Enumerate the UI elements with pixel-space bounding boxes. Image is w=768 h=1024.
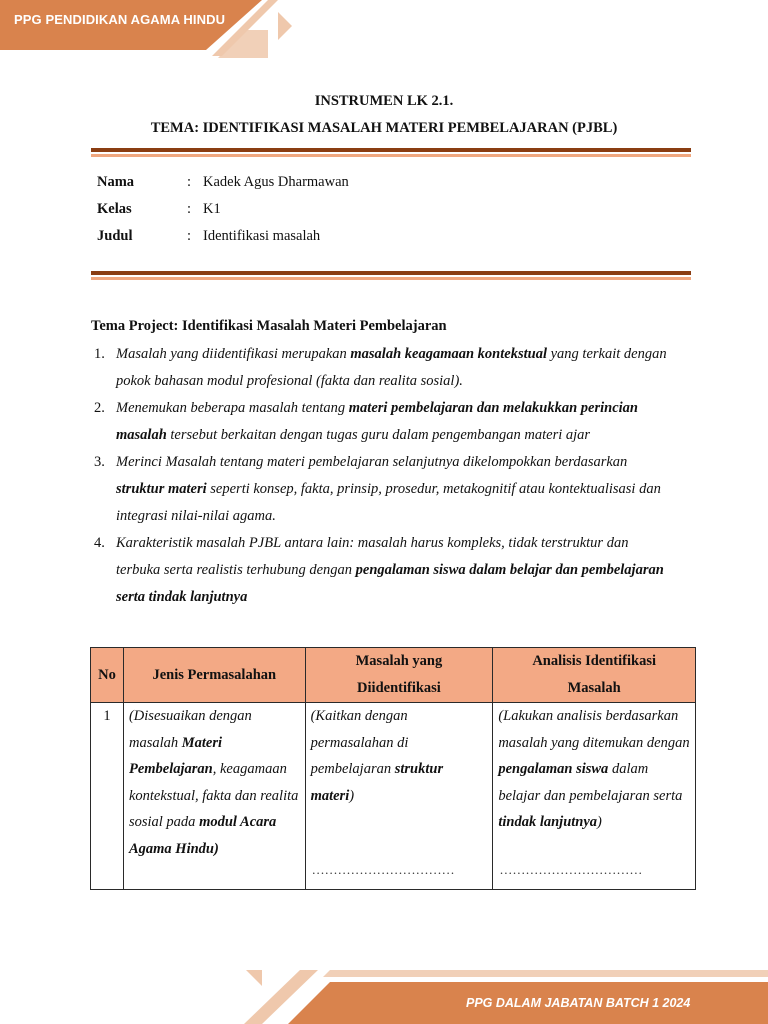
cell-analisis-emphasis: tindak lanjutnya	[498, 814, 598, 830]
cell-analisis-text: )	[597, 814, 602, 830]
divider	[91, 277, 691, 280]
cell-analisis-text: (Lakukan analisis berdasarkan masalah yang ditemukan dengan	[498, 708, 690, 751]
list-item-text: Karakteristik masalah PJBL antara lain: masalah harus kompleks, tidak terstruktur dan terbuka serta realistis terhubung dengan	[116, 535, 629, 578]
list-number: 1.	[94, 346, 105, 362]
list-item-text: tersebut berkaitan dengan tugas guru dalam pengembangan materi ajar	[166, 427, 591, 443]
list-item-emphasis: pengalaman siswa dalam belajar dan pembelajaran serta tindak lanjutnya	[116, 562, 664, 605]
cell-jenis	[123, 703, 305, 890]
list-item-text: Menemukan beberapa masalah tentang	[116, 400, 349, 416]
footer-banner	[0, 965, 768, 1024]
footer-arrow	[246, 970, 262, 986]
cell-no: 1	[91, 703, 124, 890]
list-item-text: Merinci Masalah tentang materi pembelajaran selanjutnya dikelompokkan berdasarkan	[116, 454, 628, 470]
cell-jenis-text: , keagamaan kontekstual, fakta dan realita sosial pada	[128, 761, 299, 830]
info-sep: :	[187, 174, 192, 190]
list-item-emphasis: struktur materi	[116, 481, 207, 497]
col-header-analisis: Analisis Identifikasi Masalah	[493, 648, 696, 703]
cell-masalah-text: (Kaitkan dengan permasalahan di pembelajaran	[310, 708, 409, 777]
cell-analisis-text	[498, 708, 689, 830]
cell-masalah-text: )	[349, 787, 355, 804]
cell-analisis-text: dalam belajar dan pembelajaran serta	[498, 761, 683, 804]
list-item-text: seperti konsep, fakta, prinsip, prosedur, metakognitif atau kontektualisasi dan integrasi nilai-nilai agama.	[116, 481, 661, 524]
list-item-text: yang terkait dengan pokok bahasan modul profesional (fakta dan realita sosial).	[116, 346, 667, 389]
info-label: Judul	[97, 228, 133, 244]
section-title: Tema Project: Identifikasi Masalah Materi Pembelajaran	[91, 318, 447, 334]
cell-jenis-text: (Disesuaikan dengan masalah	[128, 708, 252, 751]
footer-stripe	[323, 970, 768, 977]
list-item-emphasis: materi pembelajaran dan melakukkan perincian masalah	[116, 400, 638, 443]
list-item-text: Masalah yang diidentifikasi merupakan	[116, 346, 351, 362]
info-sep: :	[187, 228, 192, 244]
fill-in-dots: ……………………………	[499, 861, 643, 877]
divider	[91, 271, 691, 275]
info-value: K1	[203, 201, 221, 217]
col-header-jenis: Jenis Permasalahan	[123, 648, 305, 703]
header-label: PPG PENDIDIKAN AGAMA HINDU	[14, 12, 226, 27]
info-label: Kelas	[97, 201, 132, 217]
list-item	[91, 530, 671, 611]
list-number: 3.	[94, 454, 105, 470]
col-header-no: No	[91, 648, 124, 703]
doc-subtitle: TEMA: IDENTIFIKASI MASALAH MATERI PEMBELAJARAN (PJBL)	[150, 120, 618, 136]
footer-label: PPG DALAM JABATAN BATCH 1 2024	[466, 996, 691, 1010]
divider	[91, 148, 691, 152]
info-value: Identifikasi masalah	[203, 228, 321, 244]
identification-table	[90, 647, 696, 890]
cell-masalah-emphasis: struktur materi	[310, 761, 444, 804]
divider	[91, 154, 691, 157]
fill-in-dots: ……………………………	[311, 861, 455, 877]
doc-title: INSTRUMEN LK 2.1.	[314, 93, 454, 109]
list-item	[91, 395, 671, 449]
info-value: Kadek Agus Dharmawan	[203, 174, 349, 190]
table-header-row	[91, 648, 696, 703]
info-label: Nama	[97, 174, 135, 190]
cell-jenis-text	[129, 708, 298, 857]
info-sep: :	[187, 201, 192, 217]
cell-masalah-text	[311, 708, 444, 804]
header-arrow	[278, 12, 292, 40]
instruction-list	[91, 341, 671, 611]
table-row	[91, 703, 696, 890]
list-number: 2.	[94, 400, 105, 416]
col-header-masalah: Masalah yang Diidentifikasi	[305, 648, 493, 703]
cell-jenis-emphasis: modul Acara Agama Hindu)	[128, 814, 277, 857]
cell-jenis-emphasis: Materi Pembelajaran	[128, 734, 223, 777]
list-item-emphasis: masalah keagamaan kontekstual	[350, 346, 547, 362]
list-item	[91, 341, 671, 395]
cell-analisis	[493, 703, 696, 890]
cell-masalah	[305, 703, 493, 890]
list-item	[91, 449, 671, 530]
list-number: 4.	[94, 535, 105, 551]
cell-analisis-emphasis: pengalaman siswa	[498, 761, 609, 777]
header-banner	[0, 0, 768, 62]
